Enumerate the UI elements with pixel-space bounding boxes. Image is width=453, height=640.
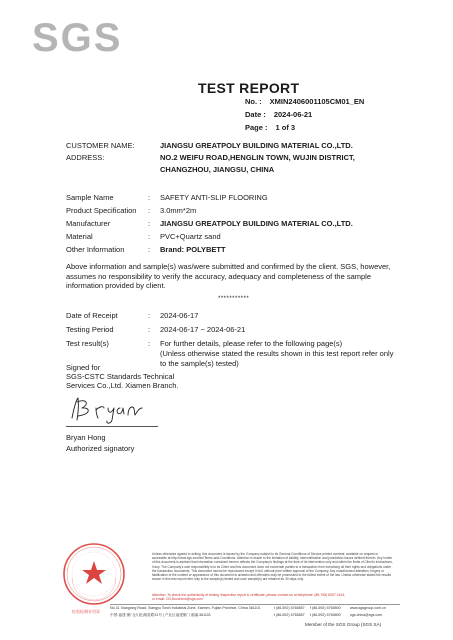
other-info-value: Brand: POLYBETT xyxy=(160,245,226,254)
handwritten-signature xyxy=(66,394,166,426)
separator: *********** xyxy=(218,296,250,302)
other-info-label: Other Information xyxy=(66,245,125,254)
footer-address-cn: 中国·福建·厦门(火炬)翔星路31号 | 产业区福建厦门 邮编:361101 xyxy=(110,613,211,617)
customer-address-line1: NO.2 WEIFU ROAD,HENGLIN TOWN, WUJIN DISTRICT, xyxy=(160,153,355,162)
test-results-line2: (Unless otherwise stated the results shown in this test report refer only xyxy=(160,349,394,358)
report-number xyxy=(245,97,364,106)
testing-period-label: Testing Period xyxy=(66,325,114,334)
report-page-label: Page : xyxy=(245,123,268,132)
colon: : xyxy=(148,219,151,228)
test-results-label: Test result(s) xyxy=(66,339,109,348)
footer-website[interactable]: www.sgsgroup.com.cn xyxy=(350,606,386,610)
product-spec-value: 3.0mm*2m xyxy=(160,206,197,215)
report-page-value: 1 of 3 xyxy=(275,123,296,132)
colon: : xyxy=(148,339,151,348)
signature-line xyxy=(66,426,158,427)
authenticity-notice-line2: or email: CN.Doccheck@sgs.com xyxy=(152,597,203,601)
colon: : xyxy=(148,206,151,215)
signed-for: Signed for xyxy=(66,363,101,372)
colon: : xyxy=(148,325,151,334)
test-results-line1: For further details, please refer to the following page(s) xyxy=(160,339,343,348)
customer-name: JIANGSU GREATPOLY BUILDING MATERIAL CO.,LTD. xyxy=(160,141,353,150)
customer-address-label: ADDRESS: xyxy=(66,153,105,162)
signing-org-line2: Services Co.,Ltd. Xiamen Branch. xyxy=(66,381,179,390)
colon: : xyxy=(148,311,151,320)
report-number-label: No. : xyxy=(245,97,262,106)
report-title: TEST REPORT xyxy=(198,80,300,96)
terms-fine-print: Unless otherwise agreed in writing, this document is issued by the Company subject to its General Conditions of Service printed overleaf, available on request or accessible at http://www.sgs.com/en/Terms-and-Conditions. Attention is drawn to the limitation of liability, indemnification and jurisdiction issues defined therein. Any holder of this document is advised that information contained hereon reflects the Company's findings at the time of its intervention only and within the limits of Client's instructions, if any. The Company's sole responsibility is to its Client and this document does not exonerate parties to a transaction from exercising all their rights and obligations under the transaction documents. This document cannot be reproduced except in full, without prior written approval of the Company. Any unauthorized alteration, forgery or falsification of the content or appearance of this document is unlawful and offenders may be prosecuted to the fullest extent of the law. Unless otherwise stated the results shown in this test report refer only to the sample(s) tested and such sample(s) are retained for 30 days only. xyxy=(152,552,393,582)
sample-name-value: SAFETY ANTI-SLIP FLOORING xyxy=(160,193,268,202)
signing-org-line1: SGS-CSTC Standards Technical xyxy=(66,372,175,381)
footer-fax-2: f (86-592) 5765800 xyxy=(310,613,341,617)
footer-divider xyxy=(110,604,400,605)
colon: : xyxy=(148,232,151,241)
signatory-name: Bryan Hong xyxy=(66,433,106,442)
colon: : xyxy=(148,245,151,254)
colon: : xyxy=(148,193,151,202)
authenticity-notice-line1: Attention: To check the authenticity of testing /inspection report & certificate, please contact us at telephone: (86-755) 8307 1443, xyxy=(152,593,346,597)
manufacturer-label: Manufacturer xyxy=(66,219,111,228)
material-label: Material xyxy=(66,232,93,241)
report-page xyxy=(245,123,295,132)
sgs-logo: SGS xyxy=(32,16,123,60)
footer-fax-1: f (86-592) 5765800 xyxy=(310,606,341,610)
receipt-date-label: Date of Receipt xyxy=(66,311,118,320)
official-seal-stamp xyxy=(62,542,126,606)
sgs-membership: Member of the SGS Group (SGS SA) xyxy=(305,622,382,627)
signatory-role: Authorized signatory xyxy=(66,444,135,453)
customer-address-line2: CHANGZHOU, JIANGSU, CHINA xyxy=(160,165,275,174)
manufacturer-value: JIANGSU GREATPOLY BUILDING MATERIAL CO.,LTD. xyxy=(160,219,353,228)
testing-period-value: 2024-06-17 ~ 2024-06-21 xyxy=(160,325,246,334)
customer-name-label: CUSTOMER NAME: xyxy=(66,141,135,150)
material-value: PVC+Quartz sand xyxy=(160,232,221,241)
stamp-text: 检验检测专用章 xyxy=(72,609,100,614)
report-date-value: 2024-06-21 xyxy=(273,110,313,119)
test-results-line3: to the sample(s) tested) xyxy=(160,359,239,368)
report-date-label: Date : xyxy=(245,110,266,119)
receipt-date-value: 2024-06-17 xyxy=(160,311,199,320)
sample-name-label: Sample Name xyxy=(66,193,114,202)
disclaimer-text: Above information and sample(s) was/were submitted and confirmed by the client. SGS, however, assumes no responsibility to verify the accuracy, adequacy and completeness of the sample information provided by client. xyxy=(66,262,391,290)
footer-email[interactable]: sgs.china@sgs.com xyxy=(350,613,383,617)
footer-address-en: No.31 Xiangxing Road, Xiangyu Torch Industrial Zone, Xiamen, Fujian Province, China 361101 xyxy=(110,606,261,610)
footer-phone-1: t (86-592) 5765857 xyxy=(274,606,305,610)
report-date xyxy=(245,110,312,119)
report-number-value: XMIN2406001105CM01_EN xyxy=(269,97,365,106)
footer-phone-2: t (86-592) 5765857 xyxy=(274,613,305,617)
product-spec-label: Product Specification xyxy=(66,206,137,215)
